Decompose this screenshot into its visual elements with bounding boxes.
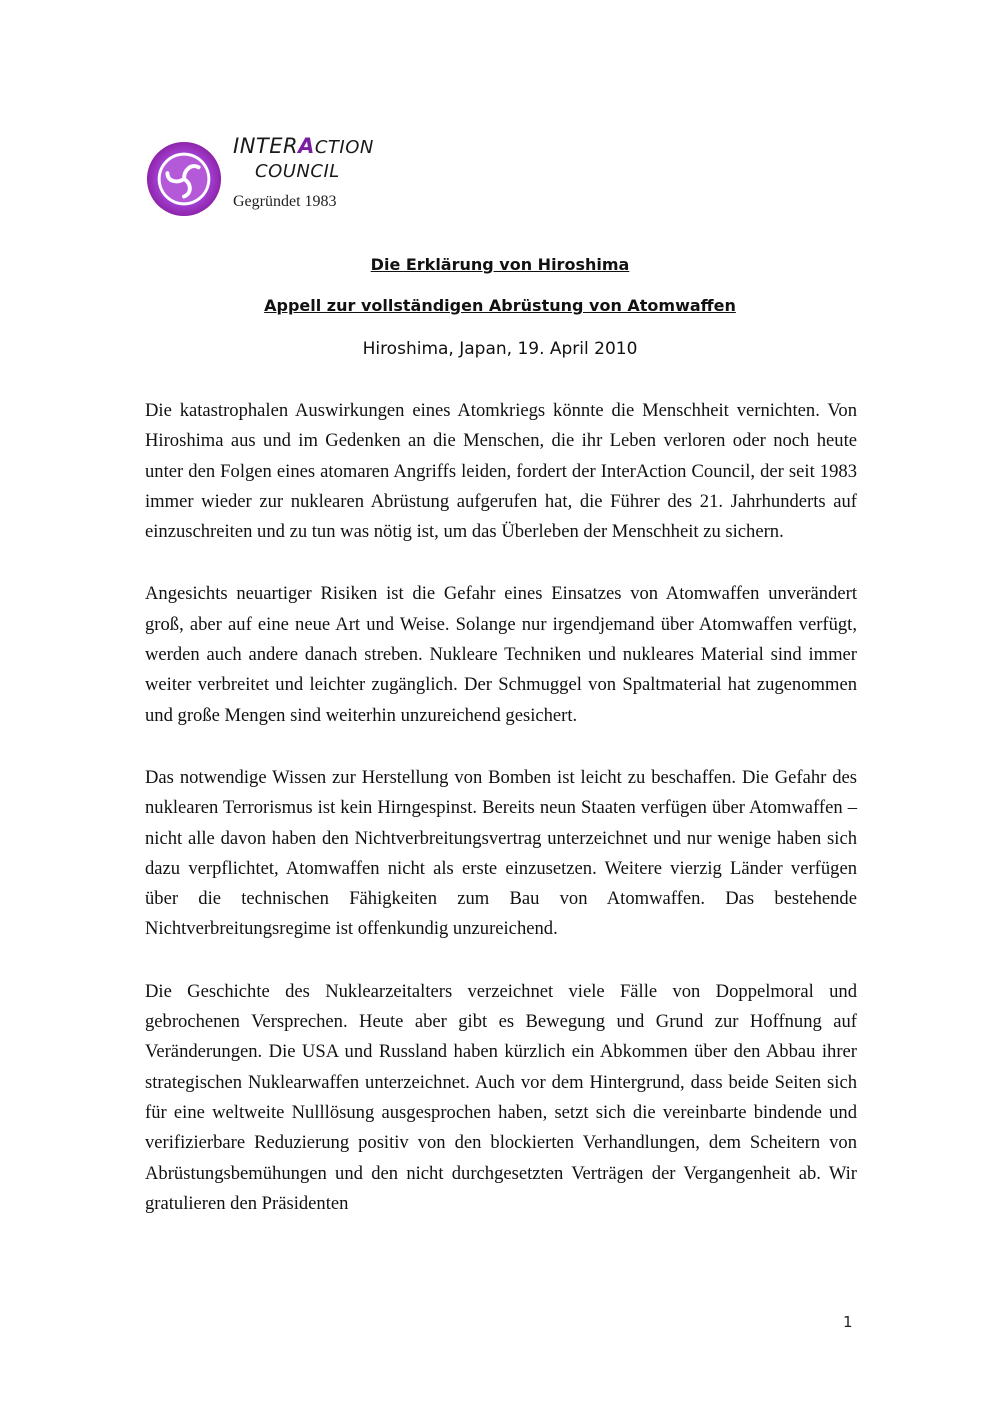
paragraph: Das notwendige Wissen zur Herstellung von Bomben ist leicht zu beschaffen. Die Gefahr des nuklearen Terrorismus ist kein Hirngespinst. Bereits neun Staaten verfügen über Atomwaffen – nicht alle davon haben den Nichtverbreitungsvertrag unterzeichnet und nur wenige haben sich dazu verpflichtet, Atomwaffen nicht als erste einzusetzen. Weitere vierzig Länder verfügen über die technischen Fähigkeiten zum Bau von Atomwaffen. Das bestehende Nichtverbreitungsregime ist offenkundig unzureichend. bbox=[145, 766, 857, 940]
page-number: 1 bbox=[843, 1313, 853, 1331]
founded-year-text: Gegründet 1983 bbox=[233, 193, 337, 210]
logo-wordmark-line1: INTERACTION bbox=[233, 134, 374, 158]
paragraph: Die katastrophalen Auswirkungen eines Atomkriegs könnte die Menschheit vernichten. Von Hiroshima aus und im Gedenken an die Menschen, die ihr Leben verloren oder noch heute unter den Folgen eines atomaren Angriffs leiden, fordert der InterAction Council, der seit 1983 immer wieder zur nuklearen Abrüstung aufgerufen hat, die Führer des 21. Jahrhunderts auf einzuschreiten und zu tun was nötig ist, um das Überleben der Menschheit zu sichern. bbox=[145, 400, 857, 543]
triskelion-emblem-icon bbox=[145, 140, 223, 218]
place-and-date: Hiroshima, Japan, 19. April 2010 bbox=[362, 339, 638, 359]
organization-logo bbox=[145, 134, 405, 224]
logo-wordmark-line2: COUNCIL bbox=[255, 161, 340, 182]
document-title: Die Erklärung von Hiroshima bbox=[370, 255, 630, 274]
paragraph: Die Geschichte des Nuklearzeitalters verzeichnet viele Fälle von Doppelmoral und gebrochenen Versprechen. Heute aber gibt es Bewegung und Grund zur Hoffnung auf Veränderungen. Die USA und Russland haben kürzlich ein Abkommen über den Abbau ihrer strategischen Nuklearwaffen unterzeichnet. Auch vor dem Hintergrund, dass beide Seiten sich für eine weltweite Nulllösung ausgesprochen haben, setzt sich die vereinbarte bindende und verifizierbare Reduzierung positiv von den blockierten Verhandlungen, dem Scheitern von Abrüstungsbemühungen und den nicht durchgesetzten Verträgen der Vergangenheit ab. Wir gratulieren den Präsidenten bbox=[145, 980, 857, 1214]
document-subtitle: Appell zur vollständigen Abrüstung von Atomwaffen bbox=[264, 296, 736, 315]
document-body bbox=[145, 396, 857, 1251]
paragraph: Angesichts neuartiger Risiken ist die Gefahr eines Einsatzes von Atomwaffen unverändert groß, aber auf eine neue Art und Weise. Solange nur irgendjemand über Atomwaffen verfügt, werden auch andere danach streben. Nukleare Techniken und nukleares Material sind immer weiter verbreitet und leichter zugänglich. Der Schmuggel von Spaltmaterial hat zugenommen und große Mengen sind weiterhin unzureichend gesichert. bbox=[145, 583, 857, 726]
